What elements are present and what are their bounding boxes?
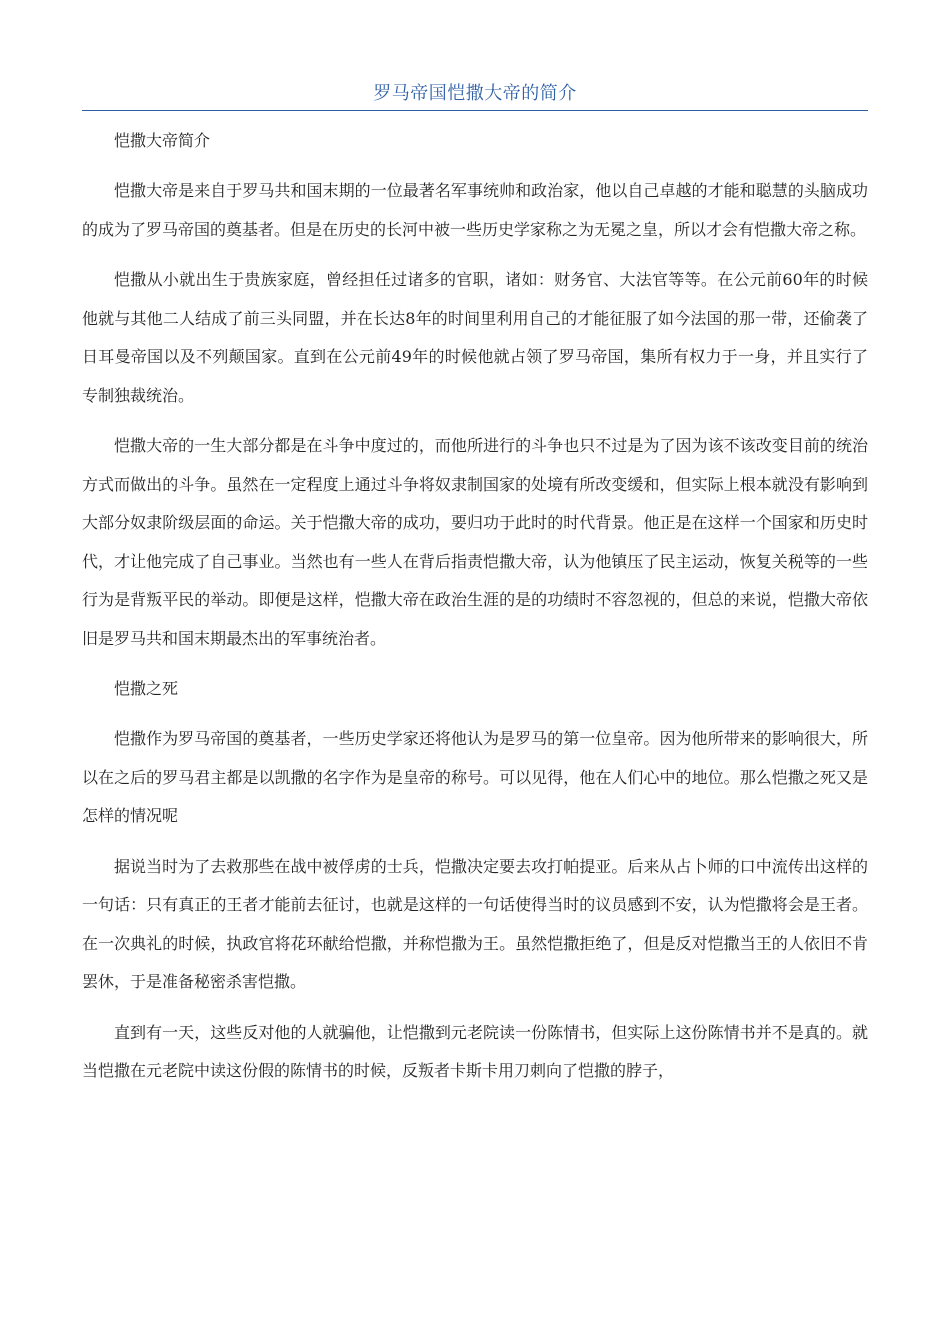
- paragraph: 恺撒大帝的一生大部分都是在斗争中度过的，而他所进行的斗争也只不过是为了因为该不该改变目前的统治方式而做出的斗争。虽然在一定程度上通过斗争将奴隶制国家的处境有所改变缓和，但实际上根本就没有影响到大部分奴隶阶级层面的命运。关于恺撒大帝的成功，要归功于此时的时代背景。他正是在这样一个国家和历史时代，才让他完成了自己事业。当然也有一些人在背后指责恺撒大帝，认为他镇压了民主运动，恢复关税等的一些行为是背叛平民的举动。即便是这样，恺撒大帝在政治生涯的是的功绩时不容忽视的，但总的来说，恺撒大帝依旧是罗马共和国末期最杰出的军事统治者。: [82, 436, 868, 648]
- paragraph: 直到有一天，这些反对他的人就骗他，让恺撒到元老院读一份陈情书，但实际上这份陈情书并不是真的。就当恺撒在元老院中读这份假的陈情书的时候，反叛者卡斯卡用刀刺向了恺撒的脖子，: [82, 1022, 868, 1080]
- page-header: [82, 80, 868, 111]
- paragraph: 恺撒大帝是来自于罗马共和国末期的一位最著名军事统帅和政治家，他以自己卓越的才能和聪慧的头脑成功的成为了罗马帝国的奠基者。但是在历史的长河中被一些历史学家称之为无冕之皇，所以才会有恺撒大帝之称。: [82, 181, 868, 239]
- paragraph: 恺撒从小就出生于贵族家庭，曾经担任过诸多的官职，诸如：财务官、大法官等等。在公元前60年的时候他就与其他二人结成了前三头同盟，并在长达8年的时间里利用自己的才能征服了如今法国的那一带，还偷袭了日耳曼帝国以及不列颠国家。直到在公元前49年的时候他就占领了罗马帝国，集所有权力于一身，并且实行了专制独裁统治。: [82, 270, 868, 405]
- section-heading-death: 恺撒之死: [114, 679, 179, 698]
- document-title: 罗马帝国恺撒大帝的简介: [373, 83, 577, 104]
- document-body: [82, 122, 868, 1103]
- section-heading-introduction: 恺撒大帝简介: [114, 131, 211, 150]
- paragraph: 恺撒作为罗马帝国的奠基者，一些历史学家还将他认为是罗马的第一位皇帝。因为他所带来的影响很大，所以在之后的罗马君主都是以凯撒的名字作为是皇帝的称号。可以见得，他在人们心中的地位。那么恺撒之死又是怎样的情况呢: [82, 729, 868, 825]
- paragraph: 据说当时为了去救那些在战中被俘虏的士兵，恺撒决定要去攻打帕提亚。后来从占卜师的口中流传出这样的一句话：只有真正的王者才能前去征讨，也就是这样的一句话使得当时的议员感到不安，认为恺撒将会是王者。在一次典礼的时候，执政官将花环献给恺撒，并称恺撒为王。虽然恺撒拒绝了，但是反对恺撒当王的人依旧不肯罢休，于是准备秘密杀害恺撒。: [82, 856, 868, 991]
